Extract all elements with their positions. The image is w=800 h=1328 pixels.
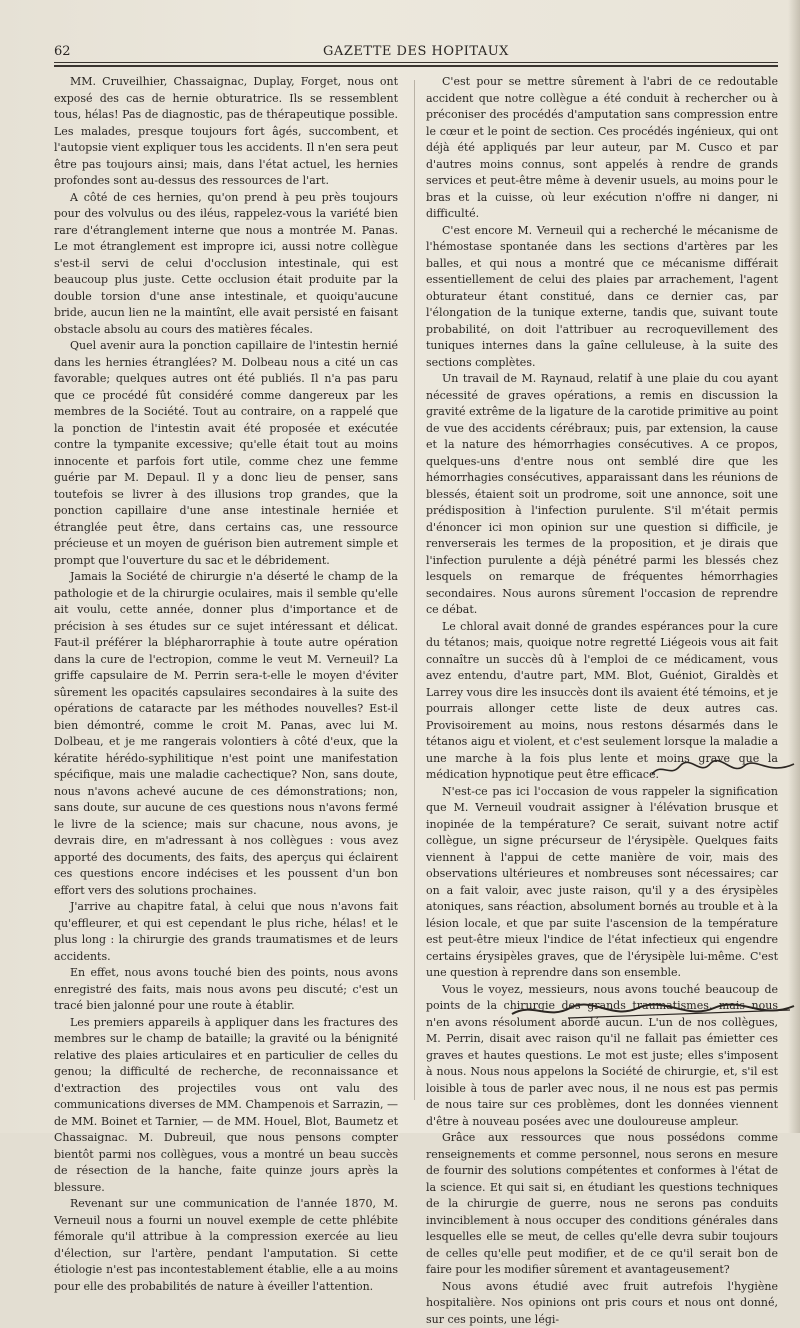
handwritten-annotation bbox=[648, 758, 798, 780]
paragraph: A côté de ces hernies, qu'on prend à peu près toujours pour des volvulus ou des iléus, rappelez-vous la variété bien rare d'étranglement interne que nous a montrée M. Panas. Le mot étranglement est impropre ici, aussi notre collègue s'est-il servi de celui d'occlusion intestinale, qui est beaucoup plus juste. Cette occlusion était produite par la double torsion d'une anse intestinale, et quoiqu'aucune bride, aucun lien ne la maintînt, elle avait persisté en faisant obstacle absolu au cours des matières fécales. bbox=[54, 190, 398, 339]
paragraph: MM. Cruveilhier, Chassaignac, Duplay, Forget, nous ont exposé des cas de hernie obturatrice. Ils se ressemblent tous, hélas! Pas de diagnostic, pas de thérapeutique possible. Les malades, presque toujours fort âgés, succombent, et l'autopsie vient expliquer tous les accidents. Il n'en sera peut être pas toujours ainsi; mais, dans l'état actuel, les hernies profondes sont au-dessus des ressources de l'art. bbox=[54, 74, 398, 190]
paragraph: Le chloral avait donné de grandes espérances pour la cure du tétanos; mais, quoique notre regretté Liégeois vous ait fait connaître un succès dû à l'emploi de ce médicament, vous avez entendu, d'autre part, MM. Blot, Guéniot, Giraldès et Larrey vous dire les insuccès dont ils avaient été témoins, et je pourrais allonger cette liste de deux autres cas. Provisoirement au moins, nous restons désarmés dans le tétanos aigu et violent, et c'est seulement lorsque la maladie a une marche à la fois plus lente et moins grave que la médication hypnotique peut être efficace. bbox=[426, 619, 778, 784]
paragraph: Vous le voyez, messieurs, nous avons touché beaucoup de points de la chirurgie des grands traumatismes, mais nous n'en avons résolument abordé aucun. L'un de nos collègues, M. Perrin, disait avec raison qu'il ne fallait pas émietter ces graves et hautes questions. Le mot est juste; elles s'imposent à nous. Nous nous appelons la Société de chirurgie, et, s'il est loisible à tous de parler avec nous, il ne nous est pas permis de nous taire sur ces problèmes, dont les données viennent d'être à nouveau posées avec une douloureuse ampleur. bbox=[426, 982, 778, 1131]
right-column bbox=[426, 74, 778, 1104]
paragraph: Jamais la Société de chirurgie n'a déserté le champ de la pathologie et de la chirurgie oculaires, mais il semble qu'elle ait voulu, cette année, donner plus d'importance et de précision à ses études sur ce sujet intéressant et délicat. Faut-il préférer la blépharorraphie à toute autre opération dans la cure de l'ectropion, comme le veut M. Verneuil? La griffe capsulaire de M. Perrin sera-t-elle le moyen d'éviter sûrement les opacités capsulaires secondaires à la suite des opérations de cataracte par les méthodes nouvelles? Est-il bien démontré, comme le croit M. Panas, avec lui M. Dolbeau, et je me rangerais volontiers à côté d'eux, que la kératite hérédo-syphilitique n'est point une manifestation spécifique, mais une maladie cachectique? Non, sans doute, nous n'avons achevé aucune de ces démonstrations; non, sans doute, sur aucune de ces questions nous n'avons fermé le livre de la science; mais sur chacune, nous avons, je devrais dire, en m'adressant à nos collègues : vous avez apporté des documents, des faits, des aperçus qui éclairent ces questions encore indécises et les poussent d'un bon effort vers des solutions prochaines. bbox=[54, 569, 398, 899]
page-header bbox=[54, 42, 778, 64]
page-edge-shadow bbox=[788, 0, 800, 1133]
paragraph: Quel avenir aura la ponction capillaire de l'intestin hernié dans les hernies étranglées? M. Dolbeau nous a cité un cas favorable; quelques autres ont été publiés. Il n'a pas paru que ce procédé fût considéré comme dangereux par les membres de la Société. Tout au contraire, on a rappelé que la ponction de l'intestin avait été proposée et exécutée contre la tympanite excessive; qu'elle était tout au moins innocente et parfois fort utile, comme chez une femme guérie par M. Depaul. Il y a donc lieu de penser, sans toutefois se livrer à des illusions trop grandes, que la ponction capillaire d'une anse intestinale herniée et étranglée peut être, dans certains cas, une ressource précieuse et un moyen de guérison bien autrement simple et prompt que l'ouverture du sac et le débridement. bbox=[54, 338, 398, 569]
header-rule bbox=[54, 62, 778, 63]
paragraph: N'est-ce pas ici l'occasion de vous rappeler la signification que M. Verneuil voudrait assigner à l'élévation brusque et inopinée de la température? Ce serait, suivant notre actif collègue, un signe précurseur de l'érysipèle. Quelques faits viennent à l'appui de cette manière de voir, mais des observations ultérieures et nombreuses sont nécessaires; car on a fait valoir, avec juste raison, qu'il y a des érysipèles atoniques, sans réaction, absolument bornés au trouble et à la lésion locale, et que par suite l'ascension de la température est peut-être mieux l'indice de l'état infectieux qui engendre certains érysipèles graves, que de l'érysipèle lui-même. C'est une question à reprendre dans son ensemble. bbox=[426, 784, 778, 982]
paragraph: Les premiers appareils à appliquer dans les fractures des membres sur le champ de bataille; la gravité ou la bénignité relative des plaies articulaires et en particulier de celles du genou; la difficulté de recherche, de reconnaissance et d'extraction des projectiles vous ont valu des communications diverses de MM. Champenois et Sarrazin, — de MM. Boinet et Tarnier, — de MM. Houel, Blot, Baumetz et Chassaignac. M. Dubreuil, que nous pensons compter bientôt parmi nos collègues, vous a montré un beau succès de résection de la hanche, faite quinze jours après la blessure. bbox=[54, 1015, 398, 1197]
paragraph: En effet, nous avons touché bien des points, nous avons enregistré des faits, mais nous avons peu discuté; c'est un tracé bien jalonné pour une route à établir. bbox=[54, 965, 398, 1015]
journal-title: GAZETTE DES HOPITAUX bbox=[54, 44, 778, 59]
page-number: 62 bbox=[54, 44, 71, 59]
paragraph: C'est pour se mettre sûrement à l'abri de ce redoutable accident que notre collègue a été conduit à rechercher ou à préconiser des procédés d'amputation sans compression entre le cœur et le point de section. Ces procédés ingénieux, qui ont déjà été appliqués par leur auteur, par M. Cusco et par d'autres moins connus, sont appelés à rendre de grands services et peut-être même à devenir usuels, au moins pour le bras et la cuisse, où leur exécution n'offre ni danger, ni difficulté. bbox=[426, 74, 778, 223]
left-column bbox=[54, 74, 398, 1104]
column-divider bbox=[414, 80, 415, 1100]
paragraph: J'arrive au chapitre fatal, à celui que nous n'avons fait qu'effleurer, et qui est cependant le plus riche, hélas! et le plus long : la chirurgie des grands traumatismes et de leurs accidents. bbox=[54, 899, 398, 965]
paragraph: Un travail de M. Raynaud, relatif à une plaie du cou ayant nécessité de graves opérations, a remis en discussion la gravité extrême de la ligature de la carotide primitive au point de vue des accidents cérébraux; puis, par extension, la cause et la nature des hémorrhagies consécutives. A ce propos, quelques-uns d'entre nous ont semblé dire que les hémorrhagies consécutives, apparaissant dans les réunions de blessés, étaient soit un prodrome, soit une annonce, soit une prédisposition à l'infection purulente. S'il m'était permis d'énoncer ici mon opinion sur une question si difficile, je renverserais les termes de la proposition, et je dirais que l'infection purulente a déjà pénétré parmi les blessés chez lesquels on remarque de fréquentes hémorrhagies secondaires. Nous aurons sûrement l'occasion de reprendre ce débat. bbox=[426, 371, 778, 619]
paragraph: Nous avons étudié avec fruit autrefois l'hygiène hospitalière. Nos opinions ont pris cours et nous ont donné, sur ces points, une légi- bbox=[426, 1279, 778, 1328]
paragraph: C'est encore M. Verneuil qui a recherché le mécanisme de l'hémostase spontanée dans les sections d'artères par les balles, et qui nous a montré que ce mécanisme différait essentiellement de celui des plaies par arrachement, l'agent obturateur étant constitué, dans ce dernier cas, par l'élongation de la tunique externe, tandis que, suivant toute probabilité, on doit l'attribuer au recroquevillement des tuniques internes dans la gaîne celluleuse, à la suite des sections complètes. bbox=[426, 223, 778, 372]
handwritten-annotation bbox=[508, 1000, 798, 1022]
paragraph: Revenant sur une communication de l'année 1870, M. Verneuil nous a fourni un nouvel exemple de cette phlébite fémorale qu'il attribue à la compression exercée au lieu d'élection, sur l'artère, pendant l'amputation. Si cette étiologie n'est pas incontestablement établie, elle a au moins pour elle des probabilités de nature à éveiller l'attention. bbox=[54, 1196, 398, 1295]
paragraph: Grâce aux ressources que nous possédons comme renseignements et comme personnel, nous serons en mesure de fournir des solutions compétentes et conformes à l'état de la science. Et qui sait si, en étudiant les questions techniques de la chirurgie de guerre, nous ne serons pas conduits invinciblement à nous occuper des conditions générales dans lesquelles elle se meut, de celles qu'elle devra subir toujours de celles qu'elle peut modifier, et de ce qu'il serait bon de faire pour les modifier sûrement et avantageusement? bbox=[426, 1130, 778, 1279]
header-rule-thick bbox=[54, 65, 778, 67]
